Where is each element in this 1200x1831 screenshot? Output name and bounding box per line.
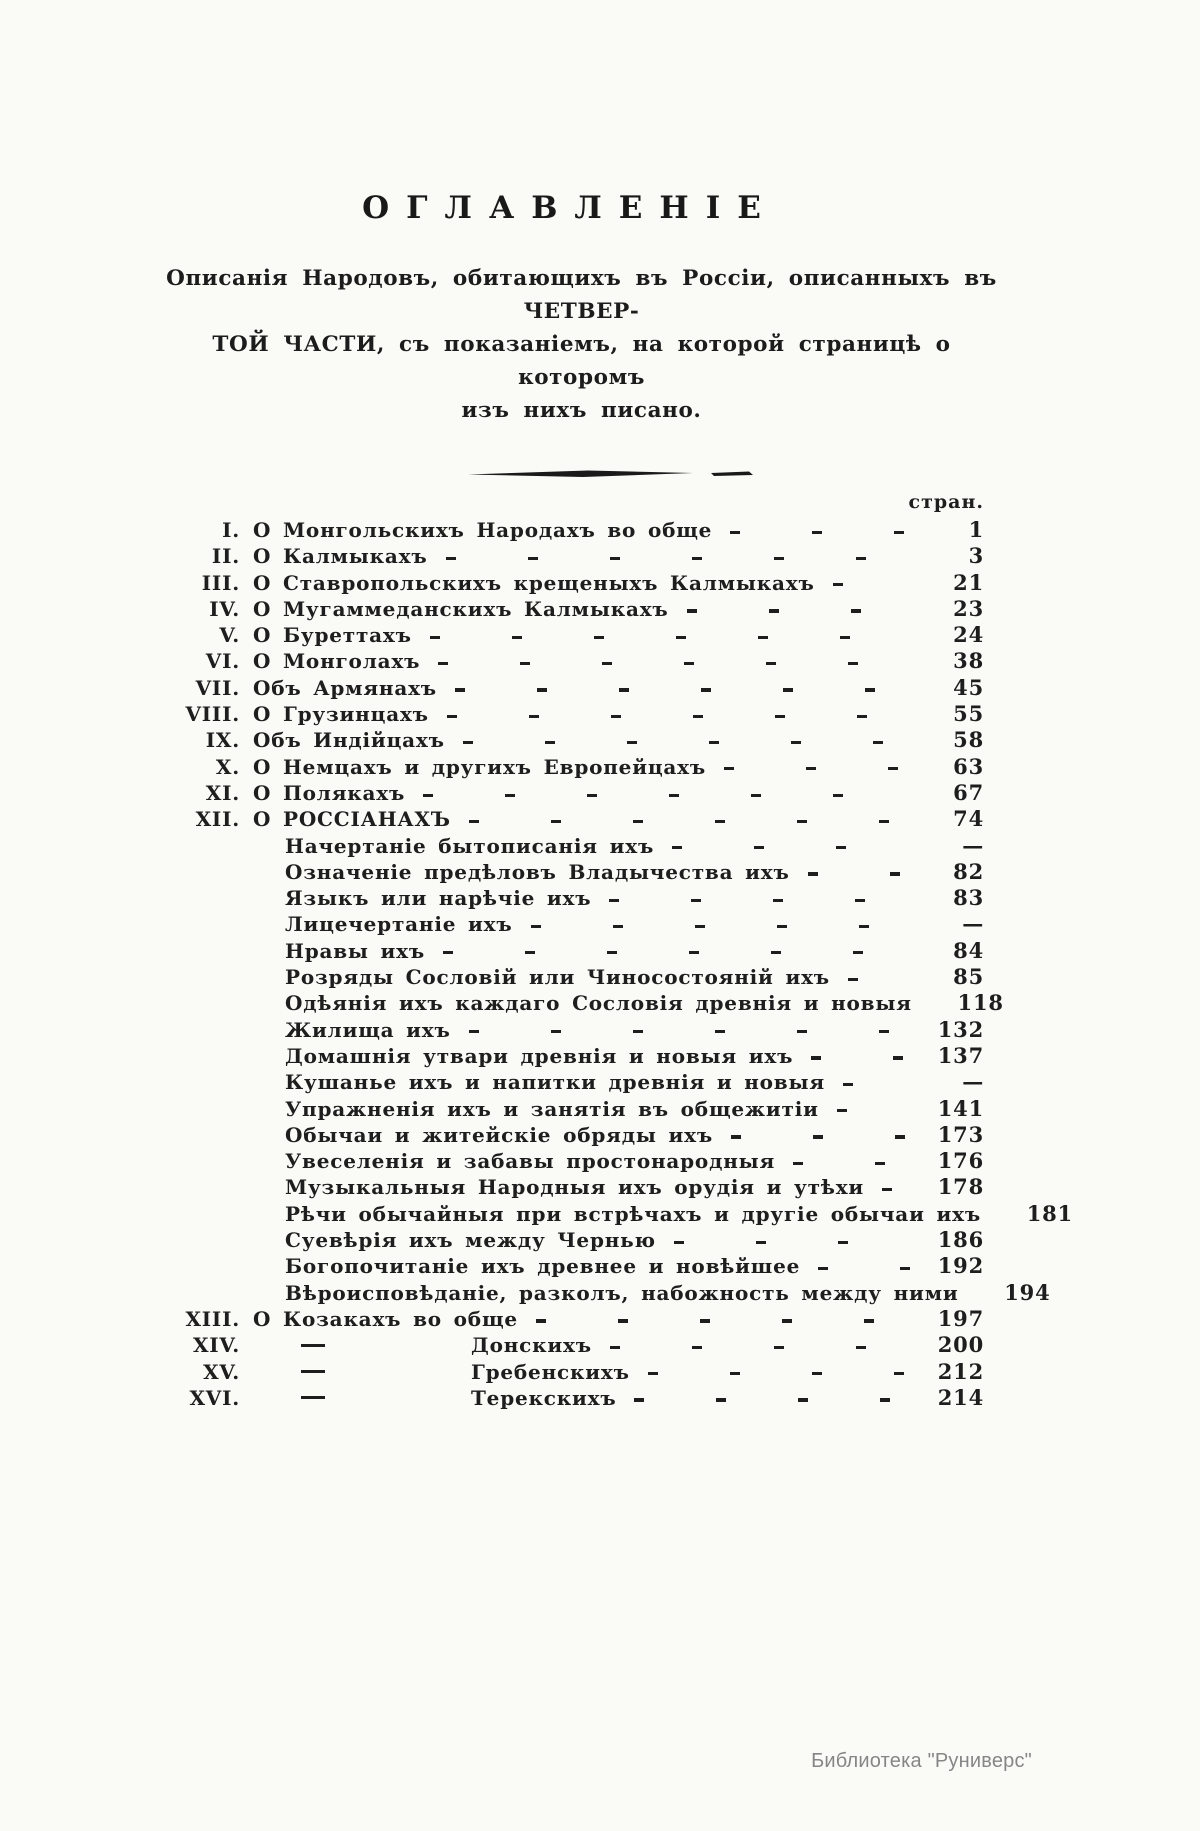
table-row [162, 1096, 984, 1122]
entry-number: V. [219, 623, 240, 648]
table-row [162, 1227, 984, 1253]
entry-page: 181 [1026, 1200, 1073, 1226]
leader-dots [811, 1056, 910, 1059]
table-row [162, 911, 984, 937]
entry-page: 63 [953, 753, 984, 779]
toc-list [162, 517, 1073, 1411]
entry-title: Домашнія утвари древнія и новыя ихъ [285, 1043, 794, 1068]
ditto-dash [301, 1370, 325, 1373]
table-row [162, 675, 984, 701]
entry-title: Терекскихъ [471, 1385, 617, 1410]
entry-number: X. [215, 754, 240, 779]
entry-page: 84 [953, 937, 984, 963]
entry-title: Донскихъ [471, 1333, 592, 1358]
entry-number: VII. [195, 675, 240, 700]
leader-dots [610, 1346, 910, 1349]
entry-number: IV. [209, 596, 240, 621]
entry-title: Богопочитаніе ихъ древнее и новѣйшее [285, 1254, 801, 1279]
entry-number: XII. [195, 807, 240, 832]
entry-title: Объ Армянахъ [253, 675, 437, 700]
entry-number: III. [201, 570, 240, 595]
table-row [162, 1200, 1073, 1227]
entry-title: О Козакахъ во обще [253, 1306, 518, 1331]
leader-dots [423, 794, 910, 797]
entry-page: 186 [937, 1227, 984, 1253]
leader-dots [443, 951, 910, 954]
entry-page: 132 [937, 1016, 984, 1042]
leader-dots [848, 978, 910, 981]
entry-title: Одѣянія ихъ каждаго Сословія древнія и новыя [285, 991, 912, 1016]
table-row [162, 570, 984, 596]
table-row [162, 648, 984, 674]
table-row [162, 727, 984, 753]
entry-title: О Буреттахъ [253, 623, 412, 648]
entry-title: Означеніе предѣловъ Владычества ихъ [285, 859, 790, 884]
entry-page: 24 [953, 622, 984, 648]
entry-title: Нравы ихъ [285, 938, 426, 963]
leader-dots [648, 1372, 910, 1375]
leader-dots [469, 1030, 910, 1033]
table-row [162, 701, 984, 727]
subtitle-line: Описанія Народовъ, обитающихъ въ Россіи, описанныхъ въ ЧЕТВЕР- [166, 266, 997, 324]
entry-title: Вѣроисповѣданіе, разколъ, набожность между ними [285, 1280, 959, 1305]
entry-page: 173 [937, 1121, 984, 1147]
leader-dots [843, 1083, 910, 1086]
entry-page: 23 [953, 595, 984, 621]
leader-dots [833, 583, 910, 586]
entry-title: О Мугаммеданскихъ Калмыкахъ [253, 596, 669, 621]
entry-page: 192 [937, 1253, 984, 1279]
leader-dots [808, 872, 910, 875]
leader-dots [687, 609, 910, 612]
leader-dots [430, 636, 910, 639]
divider-rule [468, 467, 768, 481]
subtitle-line: ТОЙ ЧАСТИ, съ показаніемъ, на которой страницѣ о которомъ [212, 332, 951, 390]
entry-title: О Монголахъ [253, 649, 421, 674]
column-header: стран. [908, 491, 984, 513]
entry-title: Объ Индійцахъ [253, 728, 445, 753]
entry-page: 67 [953, 779, 984, 805]
entry-title: Суевѣрія ихъ между Чернью [285, 1228, 656, 1253]
leader-dots [730, 531, 910, 534]
entry-title: Жилища ихъ [285, 1017, 451, 1042]
entry-number: XV. [203, 1359, 240, 1384]
table-row [162, 1359, 984, 1385]
leader-dots [447, 715, 910, 718]
leader-dots [724, 767, 910, 770]
entry-title: Розряды Сословій или Чиносостояній ихъ [285, 965, 830, 990]
table-row [162, 964, 984, 990]
entry-page: — [962, 832, 984, 858]
entry-number: VI. [205, 649, 240, 674]
entry-number: I. [222, 518, 240, 542]
entry-page: 141 [937, 1095, 984, 1121]
entry-number: XIV. [192, 1333, 240, 1358]
leader-dots [446, 557, 910, 560]
table-row [162, 1148, 984, 1174]
entry-page: — [962, 1069, 984, 1095]
entry-number: IX. [205, 728, 240, 753]
table-row [162, 833, 984, 859]
entry-title: О Калмыкахъ [253, 544, 428, 569]
leader-dots [672, 846, 910, 849]
entry-page: 74 [953, 806, 984, 832]
entry-page: — [962, 911, 984, 937]
table-row [162, 543, 984, 569]
entry-title: Кушанье ихъ и напитки древнія и новыя [285, 1070, 825, 1095]
table-row [162, 780, 984, 806]
table-row [162, 622, 984, 648]
subtitle [158, 262, 1005, 427]
table-row [162, 1122, 984, 1148]
ditto-dash [301, 1344, 325, 1347]
table-row [162, 1385, 984, 1411]
entry-page: 21 [953, 569, 984, 595]
entry-page: 45 [953, 674, 984, 700]
leader-dots [818, 1267, 910, 1270]
entry-page: 194 [1004, 1279, 1051, 1305]
entry-page: 197 [937, 1305, 984, 1331]
entry-page: 85 [953, 964, 984, 990]
entry-title: Лицечертаніе ихъ [285, 912, 513, 937]
entry-number: XI. [205, 780, 240, 805]
entry-page: 3 [968, 543, 984, 569]
entry-page: 200 [937, 1332, 984, 1358]
table-row [162, 1332, 984, 1358]
table-row [162, 938, 984, 964]
entry-page: 214 [937, 1384, 984, 1410]
entry-page: 55 [953, 701, 984, 727]
entry-page: 118 [957, 990, 1004, 1016]
table-row [162, 754, 984, 780]
leader-dots [531, 925, 910, 928]
table-row [162, 1253, 984, 1279]
entry-page: 58 [953, 727, 984, 753]
entry-title: Гребенскихъ [471, 1359, 630, 1384]
entry-page: 212 [937, 1358, 984, 1384]
leader-dots [438, 662, 910, 665]
entry-title: Упражненія ихъ и занятія въ общежитіи [285, 1096, 819, 1121]
entry-title: О Ставропольскихъ крещеныхъ Калмыкахъ [253, 570, 815, 595]
table-row [162, 596, 984, 622]
entry-page: 82 [953, 858, 984, 884]
table-row [162, 885, 984, 911]
entry-title: О Грузинцахъ [253, 702, 429, 727]
table-row [162, 1017, 984, 1043]
leader-dots [609, 899, 910, 902]
leader-dots [463, 741, 910, 744]
table-row [162, 1279, 1051, 1306]
entry-page: 38 [953, 648, 984, 674]
entry-title: О Полякахъ [253, 780, 406, 805]
entry-number: XIII. [185, 1306, 240, 1331]
table-row [162, 1174, 984, 1200]
leader-dots [536, 1319, 910, 1322]
entry-page: 137 [937, 1042, 984, 1068]
leader-dots [837, 1109, 910, 1112]
entry-title: О Монгольскихъ Народахъ во обще [253, 518, 713, 542]
contents-title: ОГЛАВЛЕНІЕ [362, 190, 778, 226]
table-row [162, 806, 984, 832]
leader-dots [634, 1398, 910, 1401]
entry-title: Начертаніе бытописанія ихъ [285, 833, 655, 858]
entry-title: Обычаи и житейскіе обряды ихъ [285, 1122, 713, 1147]
ditto-dash [301, 1396, 325, 1399]
leader-dots [674, 1241, 910, 1244]
leader-dots [793, 1162, 910, 1165]
entry-number: II. [211, 544, 240, 569]
table-row [162, 1043, 984, 1069]
entry-title: О РОССІАНАХЪ [253, 807, 451, 832]
table-row [162, 1069, 984, 1095]
table-row [162, 859, 984, 885]
entry-page: 83 [953, 885, 984, 911]
entry-page: 178 [937, 1174, 984, 1200]
entry-title: Увеселенія и забавы простонародныя [285, 1149, 776, 1174]
table-row [162, 990, 1004, 1016]
entry-number: VIII. [185, 702, 240, 727]
leader-dots [731, 1135, 910, 1138]
entry-title: Музыкальныя Народныя ихъ орудія и утѣхи [285, 1175, 865, 1200]
toc-section [162, 491, 1073, 1411]
entry-title: Языкъ или нарѣчіе ихъ [285, 886, 592, 911]
table-row [162, 517, 984, 543]
table-row [162, 1306, 984, 1332]
leader-dots [455, 688, 910, 691]
entry-page: 1 [968, 517, 984, 542]
leader-dots [469, 820, 910, 823]
watermark: Библиотека "Руниверс" [811, 1750, 1032, 1772]
entry-title: Рѣчи обычайныя при встрѣчахъ и другіе обычаи ихъ [285, 1201, 981, 1226]
entry-page: 176 [937, 1148, 984, 1174]
leader-dots [882, 1188, 910, 1191]
entry-number: XVI. [189, 1385, 240, 1410]
entry-title: О Немцахъ и другихъ Европейцахъ [253, 754, 707, 779]
subtitle-line: изъ нихъ писано. [461, 398, 702, 423]
